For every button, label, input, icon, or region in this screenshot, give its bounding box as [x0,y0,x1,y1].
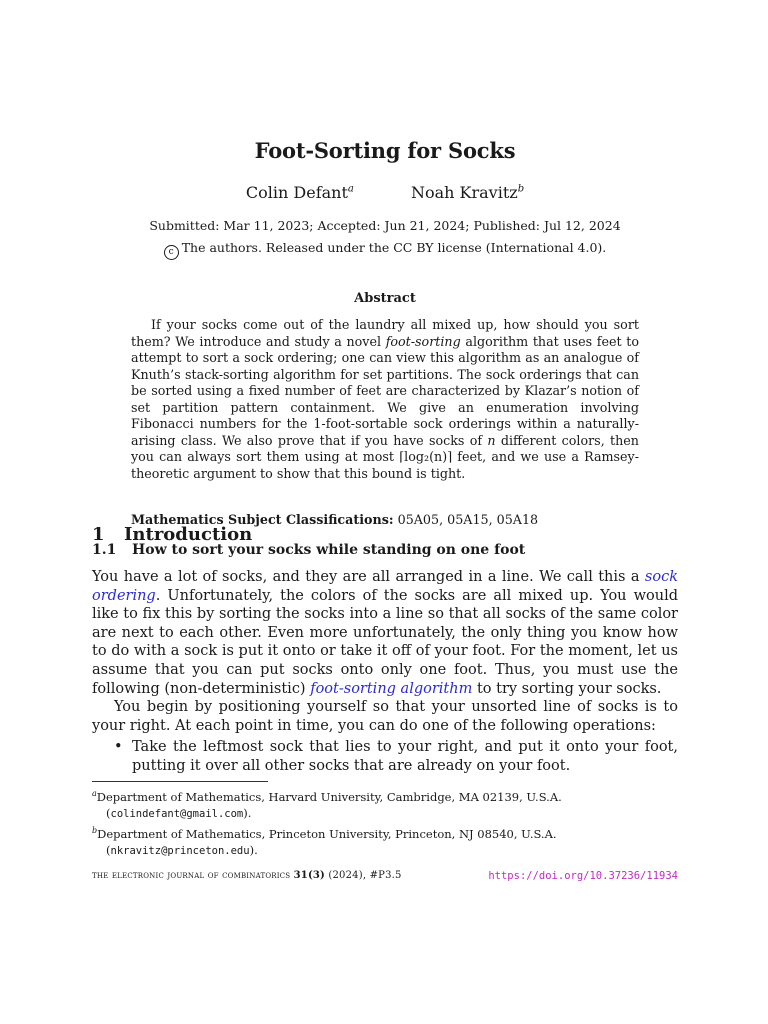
journal-citation: the electronic journal of combinatorics 31(3) (2024), #P3.5 [92,870,402,881]
footnote-b: $^b$Department of Mathematics, Princeton University, Princeton, NJ 08540, U.S.A. (nkravitz@princeton.edu). [92,825,557,858]
foot-sorting-algorithm-link[interactable]: foot-sorting algorithm [310,680,473,697]
paragraph: You have a lot of socks, and they are all arranged in a line. We call this a sock ordering. Unfortunately, the colors of the socks are all mixed up. You would like to fix this by sorting the socks into a line so that all socks of the same color are next to each other. Even more unfortunately, the only thing you know how to do with a sock is put it onto or take it off of your foot. For the moment, let us assume that you can put socks onto only one foot. Thus, you must use the following (non-deterministic) foot-sorting algorithm to try sorting your socks. [92,569,678,697]
author-list [92,183,678,202]
paper-page [92,0,678,1024]
paper-title: Foot-Sorting for Socks [254,138,516,163]
author-1: Colin Defant$^a$ [245,183,354,202]
subject-classifications: Mathematics Subject Classifications: 05A05, 05A15, 05A18 [131,512,539,527]
publication-dates: Submitted: Mar 11, 2023; Accepted: Jun 21, 2024; Published: Jul 12, 2024 [149,218,621,233]
abstract-heading: Abstract [354,291,416,306]
footnote-a: $^a$Department of Mathematics, Harvard University, Cambridge, MA 02139, U.S.A. (colindefant@gmail.com). [92,789,562,821]
body-text [92,568,678,735]
footnotes [92,786,678,860]
email-link[interactable]: nkravitz@princeton.edu [110,845,250,858]
affiliation-mark: a [347,183,354,195]
affiliation-mark: b [517,183,525,195]
email-link[interactable]: colindefant@gmail.com [110,808,244,821]
author-2: Noah Kravitz$^b$ [410,183,525,202]
math-formula: ⌈log₂(n)⌉ [399,449,453,464]
abstract-text: If your socks come out of the laundry all mixed up, how should you sort them? We introduce and study a novel foot-sorting algorithm that uses feet to attempt to sort a sock ordering; one can view this algorithm as an analogue of Knuth’s stack-sorting algorithm for set partitions. The sock orderings that can be sorted using a fixed number of feet are characterized by Klazar’s notion of set partition pattern containment. We give an enumeration involving Fibonacci numbers for the 1-foot-sortable sock orderings within a naturally-arising class. We also prove that if you have socks of n different colors, then you can always sort them using at most ⌈log₂(n)⌉ feet, and we use a Ramsey-theoretic argument to show that this bound is tight. [131,317,640,481]
license-line [92,240,678,260]
subsection-heading: 1.1 How to sort your socks while standing on one foot [92,542,526,558]
doi-link[interactable]: https://doi.org/10.37236/11934 [488,870,678,882]
copyright-icon: c [164,245,179,260]
section-heading: 1 Introduction [92,524,253,545]
sock-ordering-link[interactable]: sock ordering [92,569,678,604]
list-item: • Take the leftmost sock that lies to your right, and put it onto your foot, putting it over all other socks that are already on your foot. [114,739,678,774]
footnote-divider [92,781,268,782]
bullet-icon: • [114,739,123,755]
paragraph: You begin by positioning yourself so that your unsorted line of socks is to your right. At each point in time, you can do one of the following operations: [92,699,678,734]
license-text: The authors. Released under the CC BY license (International 4.0). [181,240,607,255]
